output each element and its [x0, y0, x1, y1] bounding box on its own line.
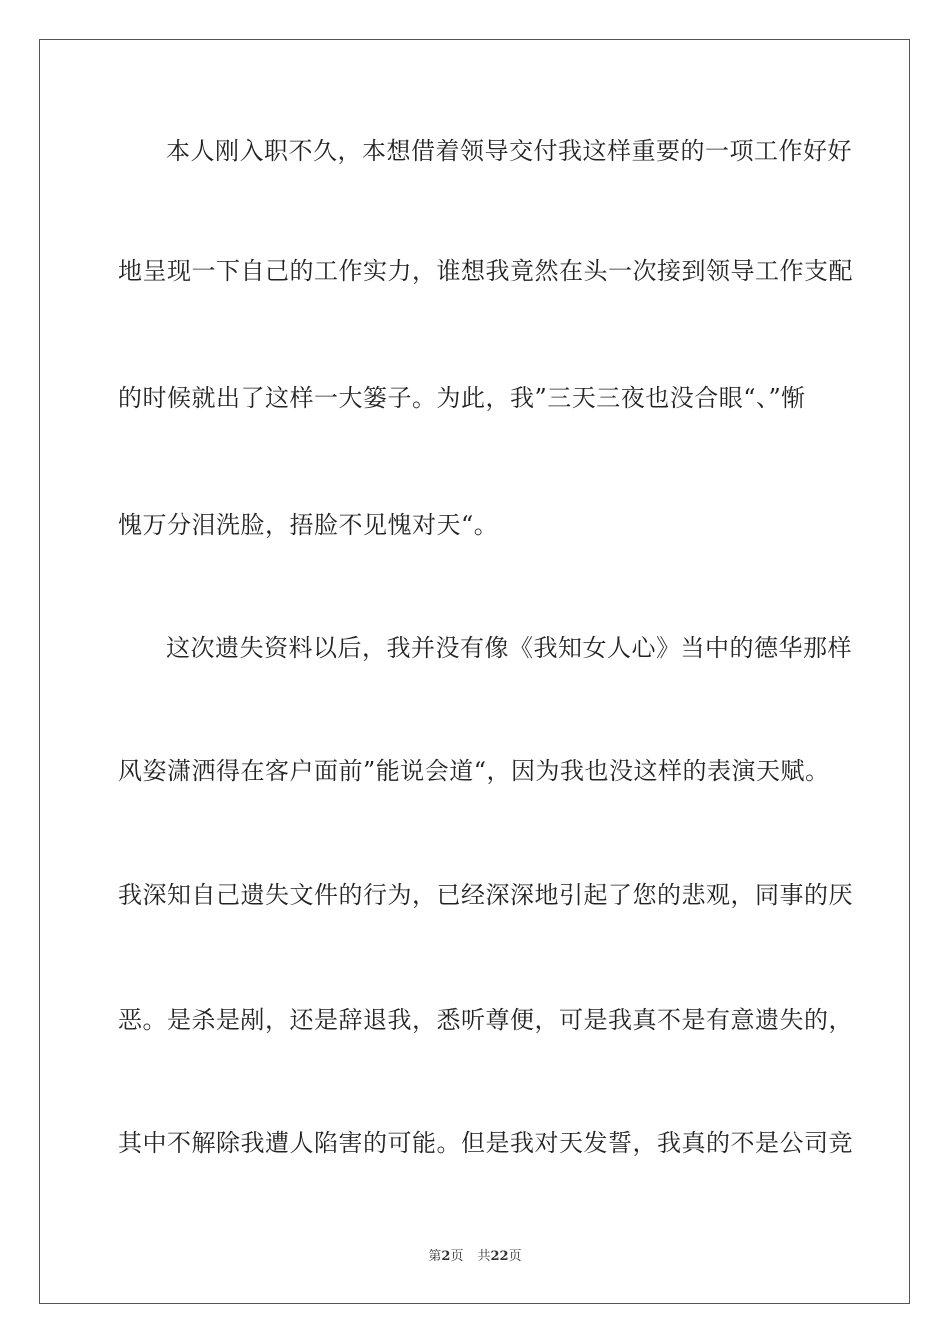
text-line: 恶。是杀是剐，还是辞退我，悉听尊便，可是我真不是有意遗失的，: [118, 1006, 853, 1034]
total-suffix: 页: [508, 1249, 522, 1264]
page-suffix: 页: [450, 1249, 464, 1264]
page-border: [39, 39, 910, 1304]
total-prefix: 共: [477, 1249, 491, 1264]
text-line: 的时候就出了这样一大篓子。为此，我”三天三夜也没合眼“、”惭: [118, 384, 806, 412]
text-line: 愧万分泪洗脸，捂脸不见愧对天“。: [118, 511, 499, 539]
text-line: 本人刚入职不久，本想借着领导交付我这样重要的一项工作好好: [166, 137, 852, 165]
text-line: 地呈现一下自己的工作实力，谁想我竟然在头一次接到领导工作支配: [118, 257, 853, 285]
total-pages: 22: [490, 1249, 509, 1264]
text-line: 风姿潇洒得在客户面前”能说会道“，因为我也没这样的表演天赋。: [118, 757, 830, 785]
text-line: 我深知自己遗失文件的行为，已经深深地引起了您的悲观，同事的厌: [118, 881, 853, 909]
text-line: 这次遗失资料以后，我并没有像《我知女人心》当中的德华那样: [166, 634, 852, 662]
page-number: 2: [441, 1249, 451, 1264]
page-footer: [0, 1248, 950, 1266]
text-line: 其中不解除我遭人陷害的可能。但是我对天发誓，我真的不是公司竞: [118, 1129, 853, 1157]
page-prefix: 第: [428, 1249, 442, 1264]
